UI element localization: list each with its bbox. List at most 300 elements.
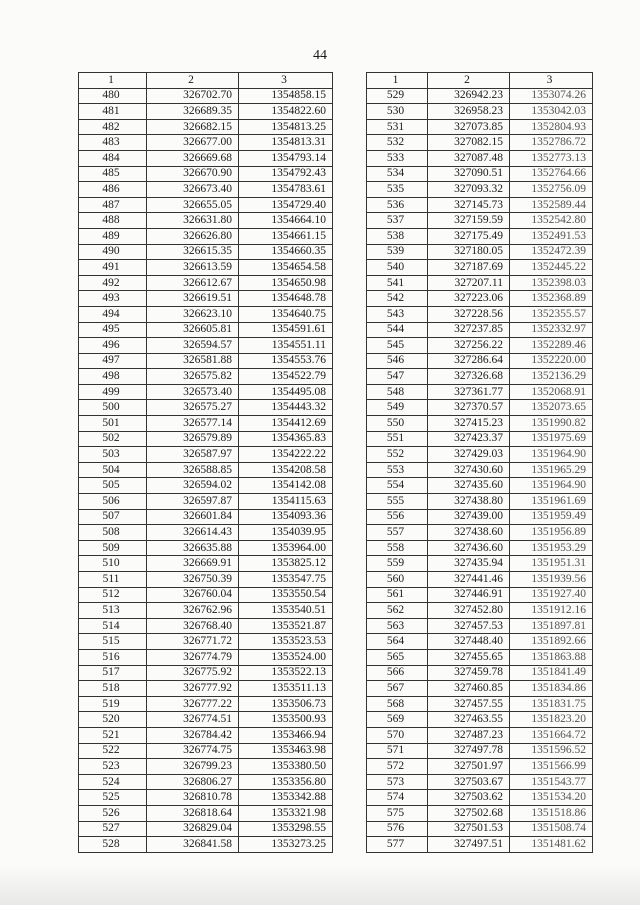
table-row: [79, 353, 333, 369]
coordinate-y-cell: 1351823.20: [510, 712, 593, 728]
coordinate-x-cell: 327423.37: [428, 431, 510, 447]
coordinate-y-cell: 1351956.89: [510, 525, 593, 541]
coordinate-y-cell: 1351951.31: [510, 556, 593, 572]
table-row: [367, 400, 593, 416]
coordinate-x-cell: 327415.23: [428, 416, 510, 432]
table-row: [79, 228, 333, 244]
coordinate-y-cell: 1354783.61: [239, 182, 333, 198]
coordinate-x-cell: 326588.85: [147, 462, 239, 478]
coordinate-x-cell: 326615.35: [147, 244, 239, 260]
coordinate-x-cell: 326774.75: [147, 743, 239, 759]
table-row: [367, 712, 593, 728]
coordinate-x-cell: 326958.23: [428, 104, 510, 120]
coordinate-y-cell: 1354858.15: [239, 88, 333, 104]
coordinate-y-cell: 1353500.93: [239, 712, 333, 728]
coordinate-x-cell: 327501.97: [428, 759, 510, 775]
table-row: [79, 135, 333, 151]
point-number-cell: 561: [367, 587, 428, 603]
coordinate-x-cell: 327180.05: [428, 244, 510, 260]
coordinate-x-cell: 326573.40: [147, 384, 239, 400]
point-number-cell: 566: [367, 665, 428, 681]
point-number-cell: 559: [367, 556, 428, 572]
point-number-cell: 490: [79, 244, 147, 260]
table-row: [79, 88, 333, 104]
table-row: [79, 431, 333, 447]
table-row: [79, 322, 333, 338]
coordinate-y-cell: 1352068.91: [510, 384, 593, 400]
column-header-3: 3: [239, 73, 333, 89]
table-row: [79, 291, 333, 307]
coordinate-y-cell: 1354664.10: [239, 213, 333, 229]
coordinate-y-cell: 1352542.80: [510, 213, 593, 229]
point-number-cell: 507: [79, 509, 147, 525]
coordinate-x-cell: 326760.04: [147, 587, 239, 603]
point-number-cell: 487: [79, 197, 147, 213]
coordinate-y-cell: 1353273.25: [239, 837, 333, 853]
point-number-cell: 502: [79, 431, 147, 447]
point-number-cell: 576: [367, 821, 428, 837]
point-number-cell: 494: [79, 306, 147, 322]
point-number-cell: 523: [79, 759, 147, 775]
table-row: [79, 837, 333, 853]
point-number-cell: 550: [367, 416, 428, 432]
coordinate-x-cell: 327207.11: [428, 275, 510, 291]
coordinate-y-cell: 1353523.53: [239, 634, 333, 650]
coordinate-y-cell: 1354443.32: [239, 400, 333, 416]
point-number-cell: 515: [79, 634, 147, 650]
coordinate-y-cell: 1351961.69: [510, 494, 593, 510]
table-row: [79, 696, 333, 712]
coordinate-x-cell: 327430.60: [428, 462, 510, 478]
table-row: [367, 618, 593, 634]
point-number-cell: 551: [367, 431, 428, 447]
table-row: [367, 587, 593, 603]
table-row: [367, 119, 593, 135]
point-number-cell: 510: [79, 556, 147, 572]
coordinate-y-cell: 1351834.86: [510, 681, 593, 697]
point-number-cell: 521: [79, 727, 147, 743]
table-row: [79, 182, 333, 198]
coordinate-y-cell: 1351831.75: [510, 696, 593, 712]
coordinate-y-cell: 1354813.25: [239, 119, 333, 135]
table-row: [79, 509, 333, 525]
coordinate-y-cell: 1352773.13: [510, 150, 593, 166]
point-number-cell: 543: [367, 306, 428, 322]
coordinate-y-cell: 1352220.00: [510, 353, 593, 369]
table-row: [367, 244, 593, 260]
table-row: [367, 681, 593, 697]
coordinate-y-cell: 1354648.78: [239, 291, 333, 307]
table-row: [79, 384, 333, 400]
coordinate-x-cell: 326575.82: [147, 369, 239, 385]
table-row: [367, 291, 593, 307]
coordinate-x-cell: 326670.90: [147, 166, 239, 182]
coordinate-x-cell: 326677.00: [147, 135, 239, 151]
point-number-cell: 536: [367, 197, 428, 213]
point-number-cell: 532: [367, 135, 428, 151]
table-row: [79, 447, 333, 463]
table-row: [367, 572, 593, 588]
column-header-1: 1: [367, 73, 428, 89]
table-row: [367, 603, 593, 619]
coordinate-x-cell: 327460.85: [428, 681, 510, 697]
coordinate-x-cell: 326575.27: [147, 400, 239, 416]
table-row: [79, 525, 333, 541]
coordinate-x-cell: 326799.23: [147, 759, 239, 775]
coordinate-x-cell: 326614.43: [147, 525, 239, 541]
coordinate-x-cell: 326784.42: [147, 727, 239, 743]
table-row: [79, 774, 333, 790]
coordinate-y-cell: 1351596.52: [510, 743, 593, 759]
coordinate-y-cell: 1352355.57: [510, 306, 593, 322]
point-number-cell: 497: [79, 353, 147, 369]
point-number-cell: 530: [367, 104, 428, 120]
coordinate-y-cell: 1354793.14: [239, 150, 333, 166]
point-number-cell: 506: [79, 494, 147, 510]
coordinate-x-cell: 327501.53: [428, 821, 510, 837]
coordinate-x-cell: 327286.64: [428, 353, 510, 369]
coordinate-y-cell: 1354222.22: [239, 447, 333, 463]
table-row: [79, 416, 333, 432]
table-row: [367, 369, 593, 385]
coordinate-y-cell: 1354640.75: [239, 306, 333, 322]
table-row: [367, 416, 593, 432]
point-number-cell: 489: [79, 228, 147, 244]
coordinate-x-cell: 327455.65: [428, 649, 510, 665]
point-number-cell: 486: [79, 182, 147, 198]
point-number-cell: 573: [367, 774, 428, 790]
column-header-1: 1: [79, 73, 147, 89]
point-number-cell: 533: [367, 150, 428, 166]
point-number-cell: 485: [79, 166, 147, 182]
point-number-cell: 517: [79, 665, 147, 681]
table-row: [367, 649, 593, 665]
point-number-cell: 539: [367, 244, 428, 260]
table-row: [79, 743, 333, 759]
coordinate-x-cell: 326750.39: [147, 572, 239, 588]
coordinate-y-cell: 1351892.66: [510, 634, 593, 650]
point-number-cell: 553: [367, 462, 428, 478]
table-row: [79, 572, 333, 588]
coordinate-y-cell: 1353506.73: [239, 696, 333, 712]
coordinate-y-cell: 1352332.97: [510, 322, 593, 338]
coordinate-x-cell: 326579.89: [147, 431, 239, 447]
point-number-cell: 558: [367, 540, 428, 556]
coordinate-x-cell: 326669.68: [147, 150, 239, 166]
table-row: [79, 494, 333, 510]
point-number-cell: 529: [367, 88, 428, 104]
coordinate-y-cell: 1351965.29: [510, 462, 593, 478]
table-row: [79, 790, 333, 806]
coordinate-y-cell: 1351518.86: [510, 805, 593, 821]
coordinate-y-cell: 1353540.51: [239, 603, 333, 619]
point-number-cell: 522: [79, 743, 147, 759]
coordinate-y-cell: 1351664.72: [510, 727, 593, 743]
point-number-cell: 572: [367, 759, 428, 775]
coordinate-y-cell: 1351964.90: [510, 447, 593, 463]
coordinate-x-cell: 326635.88: [147, 540, 239, 556]
table-row: [367, 774, 593, 790]
table-row: [79, 478, 333, 494]
point-number-cell: 557: [367, 525, 428, 541]
coordinate-x-cell: 326774.79: [147, 649, 239, 665]
coordinate-y-cell: 1353463.98: [239, 743, 333, 759]
point-number-cell: 493: [79, 291, 147, 307]
coordinate-x-cell: 327436.60: [428, 540, 510, 556]
coordinate-y-cell: 1352073.65: [510, 400, 593, 416]
coordinate-x-cell: 326577.14: [147, 416, 239, 432]
point-number-cell: 519: [79, 696, 147, 712]
column-header-2: 2: [428, 73, 510, 89]
coordinate-y-cell: 1352756.09: [510, 182, 593, 198]
point-number-cell: 511: [79, 572, 147, 588]
coordinate-y-cell: 1353356.80: [239, 774, 333, 790]
coordinate-y-cell: 1352445.22: [510, 260, 593, 276]
point-number-cell: 512: [79, 587, 147, 603]
coordinate-y-cell: 1351534.20: [510, 790, 593, 806]
point-number-cell: 548: [367, 384, 428, 400]
table-row: [79, 369, 333, 385]
column-header-3: 3: [510, 73, 593, 89]
point-number-cell: 500: [79, 400, 147, 416]
coordinate-y-cell: 1353380.50: [239, 759, 333, 775]
table-row: [367, 743, 593, 759]
table-row: [367, 727, 593, 743]
coordinate-y-cell: 1351964.90: [510, 478, 593, 494]
coordinate-x-cell: 327452.80: [428, 603, 510, 619]
coordinate-y-cell: 1351959.49: [510, 509, 593, 525]
point-number-cell: 518: [79, 681, 147, 697]
point-number-cell: 569: [367, 712, 428, 728]
coordinate-y-cell: 1352368.89: [510, 291, 593, 307]
coordinate-x-cell: 327228.56: [428, 306, 510, 322]
coordinate-y-cell: 1351863.88: [510, 649, 593, 665]
coordinate-y-cell: 1354591.61: [239, 322, 333, 338]
coordinate-x-cell: 327175.49: [428, 228, 510, 244]
table-row: [367, 150, 593, 166]
coordinate-x-cell: 326774.51: [147, 712, 239, 728]
coordinate-x-cell: 326581.88: [147, 353, 239, 369]
point-number-cell: 505: [79, 478, 147, 494]
point-number-cell: 570: [367, 727, 428, 743]
coordinate-x-cell: 326597.87: [147, 494, 239, 510]
point-number-cell: 565: [367, 649, 428, 665]
coordinate-x-cell: 327082.15: [428, 135, 510, 151]
table-row: [367, 322, 593, 338]
coordinate-x-cell: 326594.57: [147, 338, 239, 354]
coordinate-y-cell: 1353298.55: [239, 821, 333, 837]
coordinate-y-cell: 1354551.11: [239, 338, 333, 354]
point-number-cell: 564: [367, 634, 428, 650]
coordinate-x-cell: 327326.68: [428, 369, 510, 385]
point-number-cell: 513: [79, 603, 147, 619]
coordinate-x-cell: 326613.59: [147, 260, 239, 276]
coordinate-y-cell: 1353511.13: [239, 681, 333, 697]
coordinate-y-cell: 1354522.79: [239, 369, 333, 385]
coordinate-y-cell: 1354729.40: [239, 197, 333, 213]
table-row: [367, 260, 593, 276]
coordinate-x-cell: 326587.97: [147, 447, 239, 463]
point-number-cell: 491: [79, 260, 147, 276]
table-row: [367, 790, 593, 806]
coordinate-y-cell: 1352491.53: [510, 228, 593, 244]
coordinate-y-cell: 1353042.03: [510, 104, 593, 120]
coordinate-x-cell: 326777.22: [147, 696, 239, 712]
table-header-row: [79, 73, 333, 89]
point-number-cell: 571: [367, 743, 428, 759]
coordinate-y-cell: 1351975.69: [510, 431, 593, 447]
table-row: [79, 119, 333, 135]
coordinate-y-cell: 1352472.39: [510, 244, 593, 260]
point-number-cell: 520: [79, 712, 147, 728]
table-row: [367, 556, 593, 572]
table-row: [367, 821, 593, 837]
table-row: [367, 384, 593, 400]
point-number-cell: 481: [79, 104, 147, 120]
table-row: [367, 228, 593, 244]
coordinate-x-cell: 327435.94: [428, 556, 510, 572]
point-number-cell: 562: [367, 603, 428, 619]
coordinate-y-cell: 1353825.12: [239, 556, 333, 572]
coordinate-x-cell: 327237.85: [428, 322, 510, 338]
coordinate-y-cell: 1351481.62: [510, 837, 593, 853]
table-row: [367, 696, 593, 712]
coordinate-x-cell: 326605.81: [147, 322, 239, 338]
coordinate-y-cell: 1351566.99: [510, 759, 593, 775]
table-row: [367, 306, 593, 322]
point-number-cell: 503: [79, 447, 147, 463]
coordinate-x-cell: 326806.27: [147, 774, 239, 790]
table-row: [367, 447, 593, 463]
coordinate-x-cell: 326942.23: [428, 88, 510, 104]
coordinate-y-cell: 1351912.16: [510, 603, 593, 619]
point-number-cell: 526: [79, 805, 147, 821]
coordinate-x-cell: 327439.00: [428, 509, 510, 525]
table-row: [79, 556, 333, 572]
table-row: [79, 727, 333, 743]
coordinate-y-cell: 1351953.29: [510, 540, 593, 556]
point-number-cell: 528: [79, 837, 147, 853]
coordinate-x-cell: 327503.62: [428, 790, 510, 806]
coordinate-y-cell: 1353550.54: [239, 587, 333, 603]
coordinate-y-cell: 1351508.74: [510, 821, 593, 837]
table-header-row: [367, 73, 593, 89]
point-number-cell: 541: [367, 275, 428, 291]
point-number-cell: 545: [367, 338, 428, 354]
point-number-cell: 538: [367, 228, 428, 244]
coordinate-y-cell: 1352804.93: [510, 119, 593, 135]
point-number-cell: 524: [79, 774, 147, 790]
coordinate-x-cell: 327223.06: [428, 291, 510, 307]
coordinate-y-cell: 1354412.69: [239, 416, 333, 432]
coordinate-y-cell: 1351897.81: [510, 618, 593, 634]
table-row: [367, 462, 593, 478]
point-number-cell: 555: [367, 494, 428, 510]
table-row: [367, 494, 593, 510]
point-number-cell: 544: [367, 322, 428, 338]
table-row: [79, 603, 333, 619]
table-row: [79, 244, 333, 260]
coordinate-x-cell: 327446.91: [428, 587, 510, 603]
point-number-cell: 554: [367, 478, 428, 494]
coordinate-y-cell: 1354813.31: [239, 135, 333, 151]
table-row: [367, 275, 593, 291]
coordinate-x-cell: 327090.51: [428, 166, 510, 182]
coordinate-x-cell: 327459.78: [428, 665, 510, 681]
coordinate-x-cell: 326612.67: [147, 275, 239, 291]
coordinate-x-cell: 327429.03: [428, 447, 510, 463]
table-row: [367, 525, 593, 541]
point-number-cell: 567: [367, 681, 428, 697]
coordinate-x-cell: 326631.80: [147, 213, 239, 229]
coordinate-x-cell: 326818.64: [147, 805, 239, 821]
coordinate-y-cell: 1354365.83: [239, 431, 333, 447]
point-number-cell: 480: [79, 88, 147, 104]
coordinate-x-cell: 326623.10: [147, 306, 239, 322]
coordinate-y-cell: 1351927.40: [510, 587, 593, 603]
table-row: [367, 478, 593, 494]
table-row: [367, 182, 593, 198]
coordinate-y-cell: 1354792.43: [239, 166, 333, 182]
coordinate-x-cell: 327093.32: [428, 182, 510, 198]
coordinates-table-right: [366, 72, 593, 853]
table-row: [79, 338, 333, 354]
point-number-cell: 504: [79, 462, 147, 478]
column-header-2: 2: [147, 73, 239, 89]
table-row: [79, 197, 333, 213]
coordinate-x-cell: 326702.70: [147, 88, 239, 104]
table-row: [367, 135, 593, 151]
point-number-cell: 540: [367, 260, 428, 276]
point-number-cell: 547: [367, 369, 428, 385]
coordinate-x-cell: 327159.59: [428, 213, 510, 229]
point-number-cell: 516: [79, 649, 147, 665]
point-number-cell: 568: [367, 696, 428, 712]
table-row: [79, 462, 333, 478]
coordinate-x-cell: 327457.55: [428, 696, 510, 712]
point-number-cell: 527: [79, 821, 147, 837]
coordinate-y-cell: 1354115.63: [239, 494, 333, 510]
point-number-cell: 549: [367, 400, 428, 416]
coordinate-y-cell: 1353547.75: [239, 572, 333, 588]
point-number-cell: 563: [367, 618, 428, 634]
table-row: [79, 540, 333, 556]
point-number-cell: 498: [79, 369, 147, 385]
point-number-cell: 499: [79, 384, 147, 400]
point-number-cell: 525: [79, 790, 147, 806]
coordinate-y-cell: 1352764.66: [510, 166, 593, 182]
point-number-cell: 514: [79, 618, 147, 634]
point-number-cell: 483: [79, 135, 147, 151]
coordinate-y-cell: 1352589.44: [510, 197, 593, 213]
coordinates-table-left: [78, 72, 333, 853]
table-row: [367, 665, 593, 681]
table-row: [367, 509, 593, 525]
table-row: [79, 681, 333, 697]
page-shadow: [0, 865, 640, 905]
coordinate-y-cell: 1354661.15: [239, 228, 333, 244]
coordinate-x-cell: 326669.91: [147, 556, 239, 572]
coordinate-x-cell: 327256.22: [428, 338, 510, 354]
point-number-cell: 535: [367, 182, 428, 198]
coordinate-y-cell: 1353342.88: [239, 790, 333, 806]
point-number-cell: 495: [79, 322, 147, 338]
table-row: [79, 805, 333, 821]
coordinate-y-cell: 1351990.82: [510, 416, 593, 432]
coordinate-x-cell: 326762.96: [147, 603, 239, 619]
coordinate-y-cell: 1354093.36: [239, 509, 333, 525]
coordinate-x-cell: 326771.72: [147, 634, 239, 650]
